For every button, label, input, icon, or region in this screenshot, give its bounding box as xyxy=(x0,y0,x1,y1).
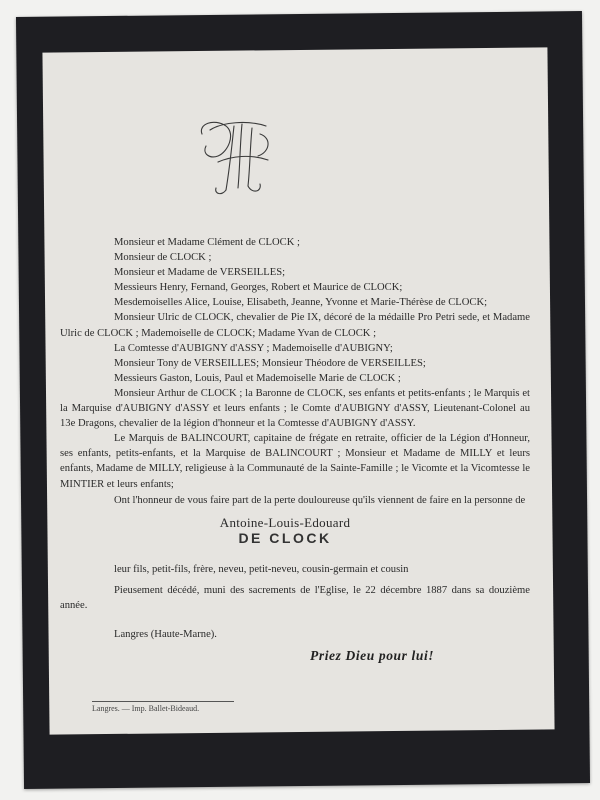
family-entry: Monsieur Tony de VERSEILLES; Monsieur Théodore de VERSEILLES; xyxy=(114,357,426,369)
monogram-icon xyxy=(188,104,284,200)
relation-line: leur fils, petit-fils, frère, neveu, petit-neveu, cousin-germain et cousin xyxy=(114,563,409,575)
family-entry: Messieurs Henry, Fernand, Georges, Robert et Maurice de CLOCK; xyxy=(114,282,403,294)
family-entry: Monsieur et Madame Clément de CLOCK ; xyxy=(114,237,300,248)
family-entry: Mesdemoiselles Alice, Louise, Elisabeth, Jeanne, Yvonne et Marie-Thérèse de CLOCK; xyxy=(114,297,488,309)
notice-text xyxy=(60,235,530,642)
family-entry: Monsieur et Madame de VERSEILLES; xyxy=(114,267,286,279)
family-entry: La Comtesse d'AUBIGNY d'ASSY ; Mademoiselle d'AUBIGNY; xyxy=(114,342,393,354)
prayer-line: Priez Dieu pour lui! xyxy=(310,648,435,663)
deceased-surname: DE CLOCK xyxy=(238,529,332,546)
death-notice: Pieusement décédé, muni des sacrements de l'Eglise, le 22 décembre 1887 dans sa douzième année. xyxy=(60,584,530,612)
announcement: Ont l'honneur de vous faire part de la perte douloureuse qu'ils viennent de faire en la personne de xyxy=(114,494,526,506)
family-entry: Monsieur de CLOCK ; xyxy=(114,252,212,264)
family-entry: Messieurs Gaston, Louis, Paul et Mademoiselle Marie de CLOCK ; xyxy=(114,372,401,384)
place-line: Langres (Haute-Marne). xyxy=(114,629,217,641)
imprint-rule xyxy=(92,701,234,702)
family-entry: Monsieur Arthur de CLOCK ; la Baronne de CLOCK, ses enfants et petits-enfants ; le Marquis et la Marquise d'AUBIGNY d'ASSY et leurs enfants ; le Comte d'AUBIGNY d'ASSY, Lieutenant-Colonel au 13e Dragons, chevalier de la légion d'honneur et la Comtesse d'AUBIGNY d'ASSY. xyxy=(60,387,530,430)
family-entry: Le Marquis de BALINCOURT, capitaine de frégate en retraite, officier de la Légion d'Honneur, ses enfants, petits-enfants, et la Marquise de BALINCOURT ; Monsieur et Madame de MILLY et leurs enfants, Madame de MILLY, religieuse à la Communauté de la Sainte-Famille ; le Vicomte et la Vicomtesse le MINTIER et leurs enfants; xyxy=(60,433,530,490)
printer-imprint: Langres. — Imp. Ballet-Bideaud. xyxy=(92,704,200,713)
family-entry: Monsieur Ulric de CLOCK, chevalier de Pie IX, décoré de la médaille Pro Petri sede, et Madame Ulric de CLOCK ; Mademoiselle de CLOCK; Madame Yvan de CLOCK ; xyxy=(60,312,530,339)
deceased-given-names: Antoine-Louis-Edouard xyxy=(219,514,351,530)
